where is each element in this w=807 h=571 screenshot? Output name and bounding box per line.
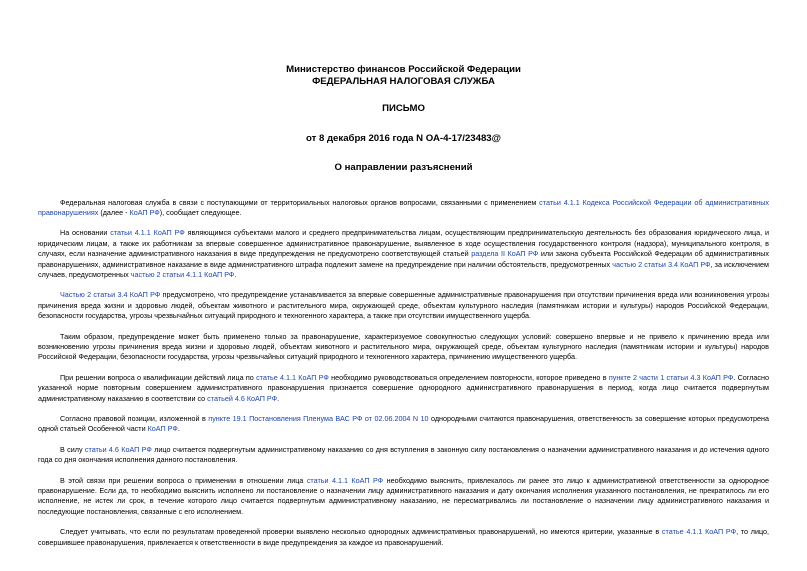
paragraph — [38, 373, 769, 404]
paragraph-text: В силу — [60, 444, 85, 454]
service-name: ФЕДЕРАЛЬНАЯ НАЛОГОВАЯ СЛУЖБА — [312, 75, 495, 87]
legal-reference-link[interactable]: статьи 4.6 КоАП РФ — [84, 444, 152, 454]
legal-reference-link[interactable]: статьи 4.1.1 КоАП РФ — [110, 228, 185, 238]
paragraph — [38, 290, 769, 321]
legal-reference-link[interactable]: Частью 2 статьи 3.4 КоАП РФ — [60, 290, 161, 300]
paragraph-text: . Согласно указанной норме повторным совершением административного правонарушения признается совершение однородного административного правонарушения в период, когда лицо считается подвергнутым административному наказанию в соответствии со — [38, 372, 769, 403]
legal-reference-link[interactable]: КоАП РФ — [147, 424, 178, 434]
paragraph-text: На основании — [60, 228, 111, 238]
paragraph-text: При решении вопроса о квалификации действий лица по — [60, 372, 257, 382]
document-body — [38, 198, 769, 549]
legal-reference-link[interactable]: пункте 2 части 1 статьи 4.3 КоАП РФ — [608, 372, 734, 382]
paragraph-text: Таким образом, предупреждение может быть применено только за правонарушение, характеризуемое совокупностью следующих условий: совершено впервые и не привело к причинению вреда или возникновению угрозы причинения вреда жизни и здоровью людей, объектам животного и растительного мира, окружающей среде, объектам культурного наследия (памятникам истории и культуры) народов Российской Федерации, безопасности государства, угрозы чрезвычайных ситуаций природного и техногенного характера, причинению имущественного ущерба. — [38, 331, 769, 362]
legal-reference-link[interactable]: частью 2 статьи 4.1.1 КоАП РФ — [130, 269, 235, 279]
paragraph-text: необходимо руководствоваться определением повторности, которое приведено в — [328, 372, 609, 382]
paragraph — [38, 198, 769, 219]
paragraph-text: или закона субъекта Российской Федерации об административных правонарушениях, административное наказание в виде административного штрафа подлежит замене на предупреждение при наличии обстоятельств, предусмотренных — [38, 249, 769, 269]
paragraph — [38, 476, 769, 518]
paragraph-text: (далее - — [98, 207, 130, 217]
paragraph-text: ), сообщает следующее. — [159, 207, 242, 217]
legal-reference-link[interactable]: пункте 19.1 Постановления Пленума ВАС РФ от 02.06.2004 N 10 — [208, 414, 429, 423]
paragraph-text: предусмотрено, что предупреждение устанавливается за впервые совершенные административные правонарушения при отсутствии причинения вреда или возникновения угрозы причинения вреда жизни и здоровью людей, объектам животного и растительного мира, окружающей среде, объектам культурного наследия (памятникам истории и культуры) народов Российской Федерации, безопасности государства, угрозы чрезвычайных ситуаций природного и техногенного характера, а также при отсутствии имущественного ущерба. — [38, 290, 770, 321]
paragraph — [38, 527, 769, 548]
paragraph-text: . — [277, 393, 280, 403]
legal-reference-link[interactable]: статье 4.1.1 КоАП РФ — [256, 372, 329, 382]
paragraph — [38, 445, 769, 466]
paragraph-text: необходимо выяснить, привлекалось ли ранее это лицо к административной ответственности за однородное правонарушение. Если да, то необходимо выяснить исполнено ли постановление о назначении лицу административного наказания и дату окончания исполнения указанного постановления, не прекратилось ли его исполнение, не истек ли срок, в течение которого лицо считается подвергнутым административному наказанию, не пересматривались ли постановление о назначении лицу административного наказания и последующие постановления, связанные с его исполнением. — [38, 475, 769, 516]
paragraph-text: Следует учитывать, что если по результатам проведенной проверки выявлено несколько однородных административных правонарушений, но имеются критерии, указанные в — [60, 527, 662, 537]
paragraph-text: являющимся субъектами малого и среднего предпринимательства лицам, осуществляющим предпринимательскую деятельность без образования юридического лица, и юридическим лицам, а также их работникам за впервые совершенное административное правонарушение, выявленное в ходе осуществления государственного контроля (надзора), муниципального контроля, в случаях, если назначение административного наказания в виде предупреждения не предусмотрено соответствующей статьей — [38, 228, 769, 259]
paragraph-text: , за исключением случаев, предусмотренных — [38, 259, 769, 279]
ministry-name: Министерство финансов Российской Федерации — [286, 64, 521, 75]
paragraph-text: , то лицо, совершившее правонарушения, привлекается к ответственности в виде предупреждения за каждое из правонарушений. — [38, 527, 769, 547]
paragraph-text: . — [177, 424, 180, 434]
doc-date-number: от 8 декабря 2016 года N ОА-4-17/23483@ — [305, 132, 501, 144]
legal-reference-link[interactable]: статье 4.1.1 КоАП РФ — [661, 527, 737, 537]
legal-reference-link[interactable]: статьи 4.1.1 КоАП РФ — [306, 475, 384, 485]
legal-reference-link[interactable]: статьей 4.6 КоАП РФ — [207, 393, 278, 403]
document-header — [38, 64, 769, 87]
doc-type: ПИСЬМО — [382, 103, 425, 114]
legal-reference-link[interactable]: КоАП РФ — [129, 207, 160, 217]
paragraph — [38, 332, 769, 363]
paragraph-text: однородными считаются правонарушения, ответственность за совершение которых предусмотрена одной статьей Особенной части — [38, 414, 769, 434]
legal-reference-link[interactable]: частью 2 статьи 3.4 КоАП РФ — [612, 259, 711, 269]
paragraph-text: лицо считается подвергнутым административному наказанию со дня вступления в законную силу постановления о назначении административного наказания и до истечения одного года со дня окончания исполнения данного постановления. — [38, 444, 769, 465]
paragraph-text: Согласно правовой позиции, изложенной в — [60, 414, 209, 423]
legal-reference-link[interactable]: раздела II КоАП РФ — [471, 249, 539, 259]
paragraph-text: . — [234, 269, 237, 279]
paragraph-text: В этой связи при решении вопроса о применении в отношении лица — [60, 475, 307, 485]
doc-subject: О направлении разъяснений — [334, 162, 473, 173]
paragraph-text: Федеральная налоговая служба в связи с поступающими от территориальных налоговых органов вопросами, связанными с применением — [60, 197, 540, 207]
legal-reference-link[interactable]: статьи 4.1.1 Кодекса Российской Федерации об административных правонарушениях — [38, 197, 769, 217]
paragraph — [38, 228, 769, 280]
paragraph — [38, 414, 769, 435]
